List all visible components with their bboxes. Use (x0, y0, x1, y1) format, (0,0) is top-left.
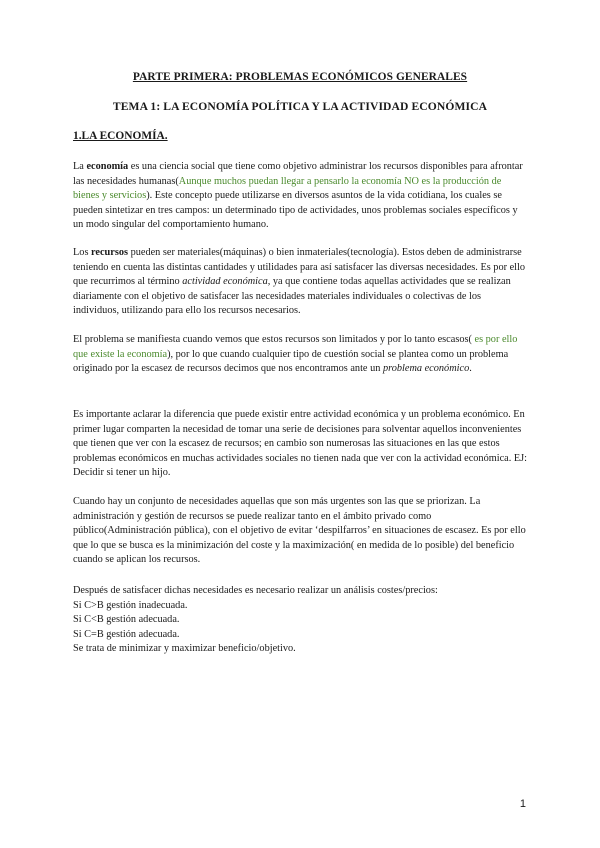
rule-line: Si C<B gestión adecuada. (73, 614, 180, 626)
text-run: ), por lo que cuando cualquier tipo de cuestión social se plantea como un problema originado por la escasez de recursos decimos que nos encontramos ante un (73, 348, 509, 375)
page-number: 1 (519, 798, 526, 810)
bold-term-recursos: recursos (91, 247, 129, 258)
analysis-intro: Después de satisfacer dichas necesidades es necesario realizar un análisis costes/precios: (73, 585, 438, 596)
green-note: es por ello que existe la economía (73, 334, 518, 360)
italic-term-actividad-economica: actividad económica, (182, 276, 271, 288)
rule-line: Si C=B gestión adecuada. (73, 628, 180, 640)
rule-line: Si C>B gestión inadecuada. (73, 599, 188, 611)
paragraph-needs: Cuando hay un conjunto de necesidades aquellas que son más urgentes son las que se priorizan. La administración y gestión de recursos se puede realizar tanto en el ámbito privado como público(Administración pública), con el objetivo de evitar ‘despilfarros’ en situaciones de escasez. Es por ello que lo que se busca es la minimización del coste y la maximización( en medida de lo posible) del beneficio cuando se aplican los recursos. (73, 496, 526, 566)
paragraph-difference: Es importante aclarar la diferencia que puede existir entre actividad económica y un problema económico. En primer lugar comparten la necesidad de tomar una serie de decisiones para solventar aquellos inconvenientes que tienen que ver con la escasez de recursos; en cambio son numerosas las situaciones en las que estos problemas económicos en muchas actividades sociales no tienen nada que ver con la actividad económica. EJ: Decidir si tener un hijo. (73, 409, 528, 479)
rule-line: Se trata de minimizar y maximizar beneficio/objetivo. (73, 643, 296, 655)
bold-term-economia: economía (86, 161, 129, 172)
paragraph-cost-analysis (73, 584, 528, 657)
text-run: ya que contiene todas aquellas actividades que se realizan diariamente con el objetivo de satisfacer las necesidades materiales individuales o colectivas de los individuos, utilizando para ello los recursos necesarios. (73, 276, 511, 317)
text-run: El problema se manifiesta cuando vemos que estos recursos son limitados y por lo tanto escasos( (73, 334, 472, 345)
paragraph-problem (73, 333, 528, 377)
text-run: es una ciencia social que tiene como objetivo administrar los recursos disponibles para afrontar las necesidades humanas( (73, 161, 523, 187)
green-note: Aunque muchos puedan llegar a pensarlo la economía NO es la producción de bienes y servicios (73, 175, 502, 202)
text-run: ). Este concepto puede utilizarse en diversos asuntos de la vida cotidiana, los cuales se pueden sintetizar en tres campos: un determinado tipo de actividades, unos problemas sociales específicos y un modo singular del comportamiento humano. (73, 190, 518, 231)
text-run: Los (73, 247, 92, 258)
italic-term-problema-economico: problema económico (382, 363, 470, 375)
text-run: . (469, 363, 472, 375)
text-run: La (73, 161, 87, 172)
text-run: pueden ser materiales(máquinas) o bien inmateriales(tecnología). Estos deben de administrarse teniendo en cuenta las distintas cantidades y utilidades para así satisfacer las diversas necesidades. Es por ello que recurrimos al término (73, 247, 526, 288)
part-title: PARTE PRIMERA: PROBLEMAS ECONÓMICOS GENERALES (132, 71, 468, 83)
paragraph-resources (73, 246, 528, 319)
section-title: 1.LA ECONOMÍA. (73, 130, 168, 142)
theme-title: TEMA 1: LA ECONOMÍA POLÍTICA Y LA ACTIVIDAD ECONÓMICA (112, 100, 488, 113)
paragraph-economy-definition (73, 160, 528, 233)
